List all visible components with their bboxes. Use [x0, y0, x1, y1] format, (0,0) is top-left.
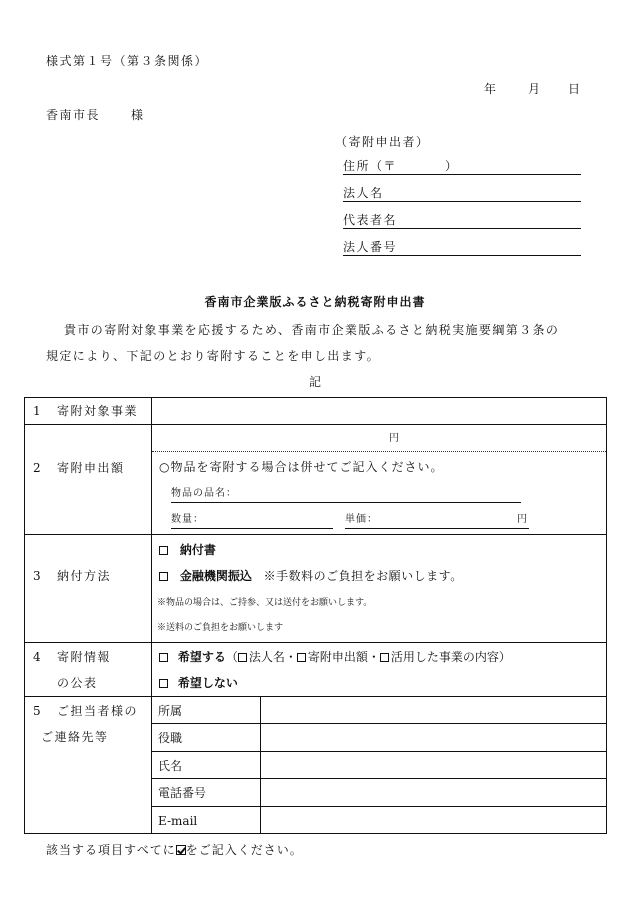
row4-number: 4 [33, 650, 41, 664]
checkbox-icon[interactable] [159, 572, 168, 581]
representative-field[interactable] [343, 212, 581, 229]
ki-heading: 記 [308, 375, 321, 389]
unit-price-currency: 円 [517, 514, 527, 525]
target-project-field[interactable] [153, 400, 603, 422]
payment-option-invoice[interactable]: 納付書 [159, 542, 216, 558]
date-day: 日 [568, 82, 581, 96]
corp-number-field[interactable] [343, 239, 581, 256]
contact-position-input[interactable] [262, 725, 602, 749]
contact-label-position: 役職 [158, 731, 183, 745]
item-name-label: 物品の品名： [171, 488, 237, 499]
publish-option-yes[interactable]: 希望する（ 法人名・ 寄附申出額・ 活用した事業の内容） [159, 649, 511, 665]
contact-label-dept: 所属 [158, 704, 183, 718]
row5-label-2: ご連絡先等 [41, 730, 109, 744]
body-line-2: 規定により、下記のとおり寄附することを申し出ます。 [46, 349, 381, 363]
corp-number-label: 法人番号 [343, 240, 398, 254]
row4-label-2: の公表 [57, 676, 98, 690]
row3-number: 3 [33, 569, 41, 583]
unit-price-field[interactable] [345, 512, 529, 529]
application-table [24, 397, 607, 834]
body-line-1: 貴市の寄附対象事業を応援するため、香南市企業版ふるさと納税実施要綱第３条の [64, 323, 560, 337]
row5-number: 5 [33, 704, 41, 718]
checkbox-icon[interactable] [380, 653, 389, 662]
row2-number: 2 [33, 461, 41, 475]
contact-email-input[interactable] [262, 808, 602, 832]
footer-instruction: 該当する項目すべてに をご記入ください。 [46, 843, 303, 857]
checkbox-icon[interactable] [297, 653, 306, 662]
corp-name-label: 法人名 [343, 186, 384, 200]
row3-label: 納付方法 [57, 569, 112, 583]
payment-option-transfer[interactable]: 金融機関振込 ※手数料のご負担をお願いします。 [159, 568, 463, 584]
publish-option-no[interactable]: 希望しない [159, 675, 238, 691]
contact-dept-input[interactable] [262, 698, 602, 721]
contact-label-name: 氏名 [158, 759, 183, 773]
contact-label-email: E-mail [158, 814, 198, 828]
corp-name-field[interactable] [343, 185, 581, 202]
addressee-honorific: 様 [131, 108, 144, 122]
checkbox-icon[interactable] [159, 653, 168, 662]
goods-note: ○物品を寄附する場合は併せてご記入ください。 [159, 460, 444, 474]
quantity-label: 数量： [171, 514, 204, 525]
checked-box-icon [176, 845, 186, 855]
payment-note-goods: ※物品の場合は、ご持参、又は送付をお願いします。 [157, 598, 373, 608]
contact-name-input[interactable] [262, 753, 602, 776]
contact-label-phone: 電話番号 [158, 786, 207, 800]
quantity-field[interactable] [171, 512, 333, 529]
address-close: ） [445, 159, 458, 173]
contact-phone-input[interactable] [262, 780, 602, 804]
representative-label: 代表者名 [343, 213, 398, 227]
date-month: 月 [528, 82, 541, 96]
amount-field[interactable] [153, 428, 389, 448]
amount-currency: 円 [389, 433, 399, 444]
unit-price-label: 単価： [345, 514, 378, 525]
address-field[interactable] [343, 158, 581, 175]
row4-label-1: 寄附情報 [57, 650, 112, 664]
document-title: 香南市企業版ふるさと納税寄附申出書 [204, 295, 426, 309]
row1-number: 1 [33, 404, 41, 418]
row2-label: 寄附申出額 [57, 461, 125, 475]
item-name-field[interactable] [171, 486, 521, 503]
date-year: 年 [484, 82, 497, 96]
checkbox-icon[interactable] [159, 679, 168, 688]
checkbox-icon[interactable] [159, 546, 168, 555]
applicant-heading: （寄附申出者） [335, 135, 430, 149]
row5-label-1: ご担当者様の [57, 704, 139, 718]
form-number: 様式第１号（第３条関係） [46, 54, 209, 68]
address-label: 住所（〒 [343, 159, 398, 173]
checkbox-icon[interactable] [238, 653, 247, 662]
addressee: 香南市長 [46, 108, 101, 122]
row1-label: 寄附対象事業 [57, 404, 139, 418]
payment-note-shipping: ※送料のご負担をお願いします [157, 623, 284, 633]
